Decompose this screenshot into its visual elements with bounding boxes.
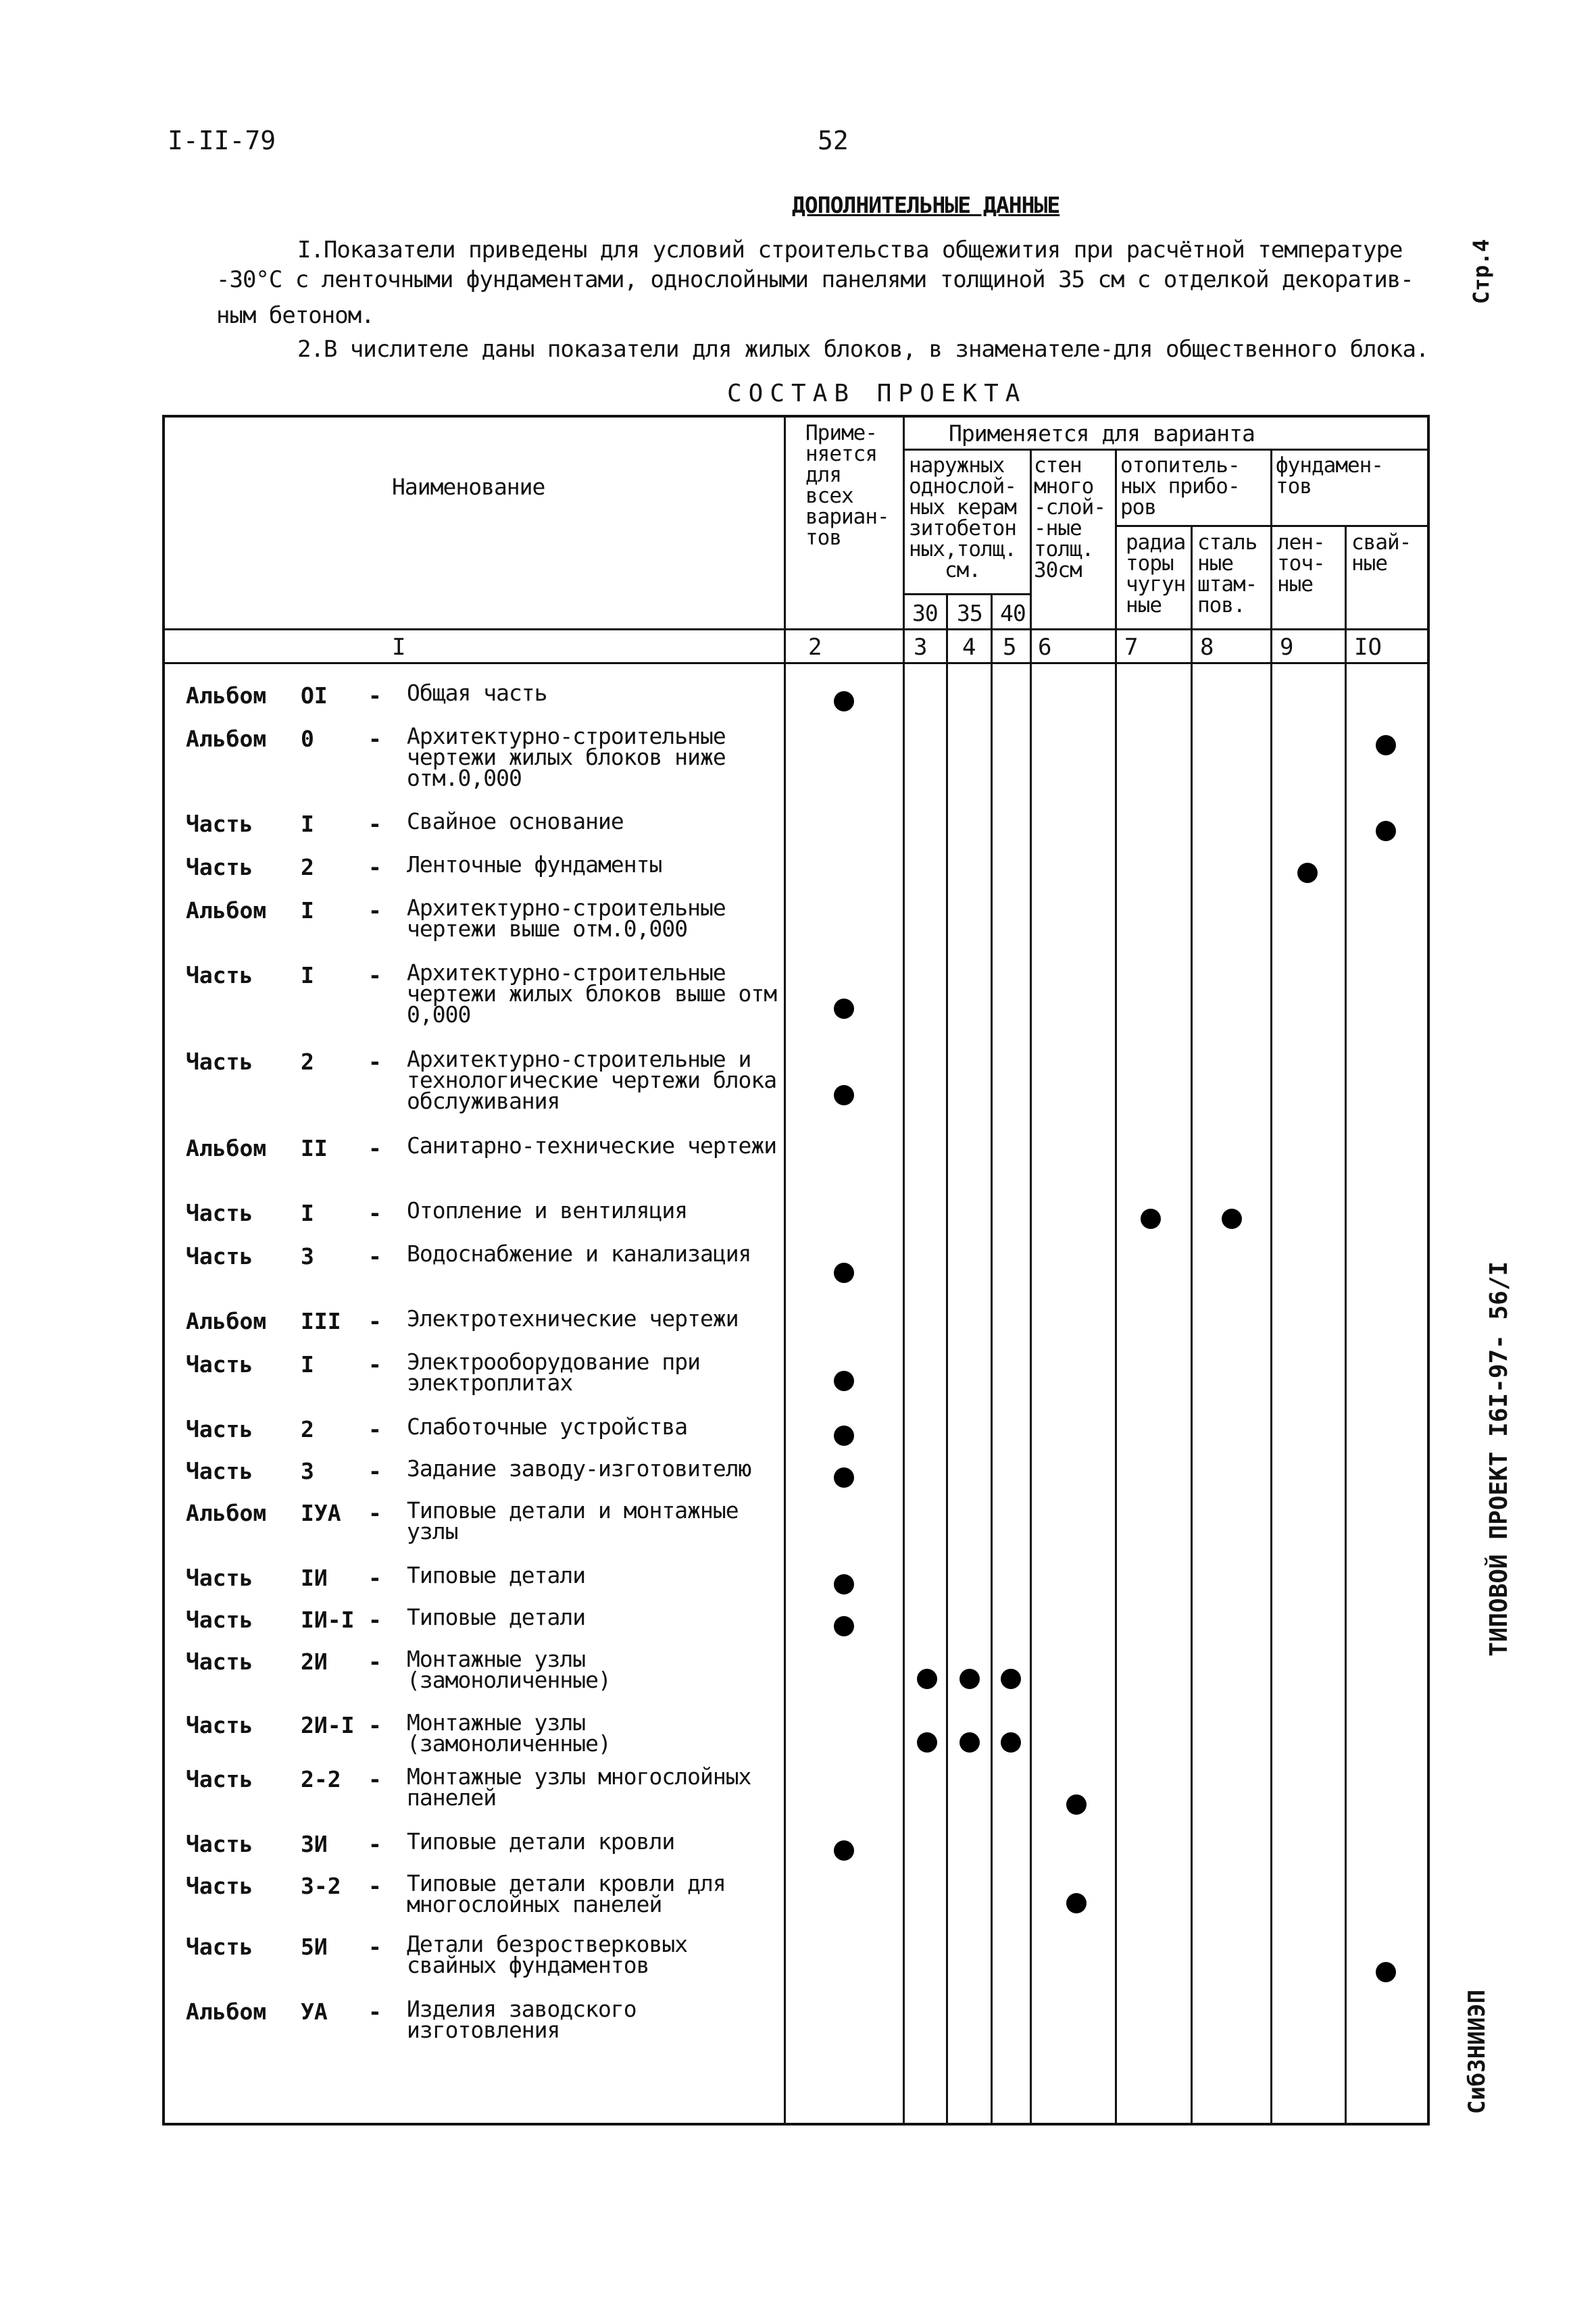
col-line-7 bbox=[1191, 525, 1193, 2124]
column-number: 4 bbox=[962, 634, 976, 661]
composition-title: СОСТАВ ПРОЕКТА bbox=[727, 380, 1027, 407]
row-name: Изделия заводского изготовления bbox=[407, 1996, 637, 2043]
row-dash: - bbox=[368, 1458, 382, 1484]
applicability-dot bbox=[1001, 1732, 1021, 1753]
header-rule-5 bbox=[162, 662, 1430, 664]
header-pile: свай- ные bbox=[1351, 530, 1412, 576]
row-kind: Альбом bbox=[186, 897, 267, 924]
row-code: 2И bbox=[301, 1649, 328, 1675]
row-name: Типовые детали кровли bbox=[407, 1828, 675, 1855]
row-code: 3И bbox=[301, 1831, 328, 1857]
header-foundations: фундамен- тов bbox=[1276, 453, 1383, 499]
row-code: 3-2 bbox=[301, 1873, 341, 1899]
table-row bbox=[0, 1132, 1596, 1161]
table-row bbox=[0, 1197, 1596, 1226]
row-name: Архитектурно-строительные чертежи жилых блоков ниже отм.0,000 bbox=[407, 723, 726, 791]
applicability-dot bbox=[834, 1426, 854, 1446]
row-code: 2 bbox=[301, 854, 314, 880]
row-kind: Часть bbox=[186, 1458, 253, 1484]
applicability-dot bbox=[834, 1467, 854, 1488]
section-heading: ДОПОЛНИТЕЛЬНЫЕ ДАННЫЕ bbox=[792, 192, 1060, 218]
header-heating: отопитель- ных прибо- ров bbox=[1120, 453, 1240, 520]
header-all-variants: Приме- няется для всех вариан- тов bbox=[805, 421, 889, 550]
column-number: I bbox=[392, 634, 406, 661]
applicability-dot bbox=[1001, 1669, 1021, 1689]
row-dash: - bbox=[368, 962, 382, 988]
applicability-dot bbox=[1066, 1893, 1087, 1913]
row-dash: - bbox=[368, 1243, 382, 1269]
row-code: УА bbox=[301, 1998, 328, 2025]
row-dash: - bbox=[368, 1998, 382, 2025]
row-name: Электротехнические чертежи bbox=[407, 1305, 739, 1332]
table-row bbox=[0, 1828, 1596, 1857]
row-name: Монтажные узлы (замоноличенные) bbox=[407, 1709, 611, 1757]
side-page-label: Стр.4 bbox=[1468, 238, 1494, 305]
column-number: 3 bbox=[914, 634, 928, 661]
col-line-2 bbox=[903, 415, 905, 2124]
row-code: 2 bbox=[301, 1416, 314, 1442]
row-name: Типовые детали и монтажные узлы bbox=[407, 1497, 739, 1544]
row-name: Ленточные фундаменты bbox=[407, 851, 662, 878]
row-name: Детали безростверковых свайных фундаментов bbox=[407, 1931, 688, 1978]
row-code: IУА bbox=[301, 1500, 341, 1526]
note-2: 2.В числителе даны показатели для жилых блоков, в знаменателе-для общественного блока. bbox=[297, 336, 1429, 363]
row-dash: - bbox=[368, 1934, 382, 1960]
row-code: 3 bbox=[301, 1243, 314, 1269]
table-row bbox=[0, 1455, 1596, 1484]
note-1-line-3: ным бетоном. bbox=[216, 302, 374, 329]
col-line-1 bbox=[784, 415, 786, 2124]
applicability-dot bbox=[1376, 1962, 1396, 1982]
table-row bbox=[0, 723, 1596, 791]
applicability-dot bbox=[917, 1669, 937, 1689]
table-border-top bbox=[162, 415, 1430, 418]
row-dash: - bbox=[368, 682, 382, 709]
applicability-dot bbox=[1376, 821, 1396, 841]
header-name: Наименование bbox=[392, 474, 545, 500]
row-kind: Часть bbox=[186, 1831, 253, 1857]
table-row bbox=[0, 895, 1596, 942]
column-number: 9 bbox=[1280, 634, 1294, 661]
row-dash: - bbox=[368, 1831, 382, 1857]
row-code: 5И bbox=[301, 1934, 328, 1960]
row-name: Архитектурно-строительные и технологические чертежи блока обслуживания bbox=[407, 1046, 777, 1114]
row-name: Монтажные узлы (замоноличенные) bbox=[407, 1646, 611, 1693]
row-name: Типовые детали bbox=[407, 1604, 586, 1630]
table-border-right bbox=[1427, 415, 1430, 2126]
row-code: II bbox=[301, 1135, 328, 1161]
row-code: 3 bbox=[301, 1458, 314, 1484]
column-number: IO bbox=[1354, 634, 1382, 661]
row-dash: - bbox=[368, 1873, 382, 1899]
header-strip: лен- точ- ные bbox=[1277, 530, 1325, 597]
row-kind: Часть bbox=[186, 1649, 253, 1675]
row-name: Санитарно-технические чертежи bbox=[407, 1132, 777, 1159]
row-dash: - bbox=[368, 1351, 382, 1378]
applicability-dot bbox=[1141, 1209, 1161, 1229]
column-number: 6 bbox=[1038, 634, 1052, 661]
header-walls-single: наружных однослой- ных керам зитобетон ных,толщ. см. bbox=[909, 453, 1016, 582]
row-kind: Часть bbox=[186, 1351, 253, 1378]
row-kind: Часть bbox=[186, 1712, 253, 1738]
row-dash: - bbox=[368, 1049, 382, 1075]
row-kind: Часть bbox=[186, 1416, 253, 1442]
row-kind: Часть bbox=[186, 1934, 253, 1960]
row-dash: - bbox=[368, 1135, 382, 1161]
row-name: Водоснабжение и канализация bbox=[407, 1240, 751, 1267]
side-organization-label: СибЗНИИЭП bbox=[1464, 1989, 1491, 2115]
col-line-9 bbox=[1345, 525, 1347, 2124]
row-code: IИ-I bbox=[301, 1607, 355, 1633]
applicability-dot bbox=[834, 1574, 854, 1594]
applicability-dot bbox=[1376, 735, 1396, 755]
table-row bbox=[0, 1497, 1596, 1544]
row-name: Отопление и вентиляция bbox=[407, 1197, 688, 1224]
table-row bbox=[0, 1349, 1596, 1396]
row-name: Слаботочные устройства bbox=[407, 1413, 688, 1440]
row-name: Задание заводу-изготовителю bbox=[407, 1455, 751, 1482]
applicability-dot bbox=[834, 1263, 854, 1283]
table-row bbox=[0, 1646, 1596, 1693]
row-name: Монтажные узлы многослойных панелей bbox=[407, 1763, 751, 1811]
row-kind: Часть bbox=[186, 1049, 253, 1075]
row-dash: - bbox=[368, 1649, 382, 1675]
col-line-4 bbox=[991, 593, 993, 2124]
row-name: Электрооборудование при электроплитах bbox=[407, 1349, 700, 1396]
row-code: 2 bbox=[301, 1049, 314, 1075]
row-dash: - bbox=[368, 1565, 382, 1591]
table-row bbox=[0, 1870, 1596, 1917]
row-dash: - bbox=[368, 1308, 382, 1334]
row-code: 2-2 bbox=[301, 1766, 341, 1792]
col-line-3 bbox=[946, 593, 948, 2124]
row-kind: Часть bbox=[186, 1565, 253, 1591]
applicability-dot bbox=[959, 1732, 980, 1753]
table-border-bottom bbox=[162, 2123, 1430, 2126]
row-code: I bbox=[301, 962, 314, 988]
row-name: Типовые детали bbox=[407, 1562, 586, 1588]
row-code: 2И-I bbox=[301, 1712, 355, 1738]
table-row bbox=[0, 1562, 1596, 1591]
row-name: Типовые детали кровли для многослойных панелей bbox=[407, 1870, 726, 1917]
row-kind: Альбом bbox=[186, 1500, 267, 1526]
table-row bbox=[0, 959, 1596, 1028]
header-variant-group: Применяется для варианта bbox=[949, 420, 1255, 447]
applicability-dot bbox=[1066, 1794, 1087, 1815]
header-rule-4 bbox=[162, 628, 1430, 630]
header-steel: сталь ные штам- пов. bbox=[1197, 530, 1257, 618]
row-kind: Альбом bbox=[186, 1998, 267, 2025]
applicability-dot bbox=[917, 1732, 937, 1753]
row-kind: Часть bbox=[186, 1873, 253, 1899]
table-row bbox=[0, 1413, 1596, 1442]
row-code: IИ bbox=[301, 1565, 328, 1591]
header-radiators: радиа торы чугун ные bbox=[1126, 530, 1186, 618]
row-name: Архитектурно-строительные чертежи выше отм.0,000 bbox=[407, 895, 726, 942]
table-border-left bbox=[162, 415, 165, 2126]
applicability-dot bbox=[1222, 1209, 1242, 1229]
applicability-dot bbox=[834, 1616, 854, 1636]
row-code: I bbox=[301, 811, 314, 837]
row-dash: - bbox=[368, 1607, 382, 1633]
table-row bbox=[0, 808, 1596, 837]
note-1-line-2: -30°С с ленточными фундаментами, однослойными панелями толщиной 35 см с отделкой декоратив- bbox=[216, 266, 1414, 293]
row-dash: - bbox=[368, 1766, 382, 1792]
row-code: III bbox=[301, 1308, 341, 1334]
row-dash: - bbox=[368, 726, 382, 752]
header-thickness-30: 30 bbox=[912, 600, 938, 626]
header-walls-multi: стен много -слой- -ные толщ. 30см bbox=[1034, 453, 1105, 582]
document-code: I-II-79 bbox=[168, 126, 276, 155]
row-kind: Альбом bbox=[186, 682, 267, 709]
row-dash: - bbox=[368, 811, 382, 837]
row-kind: Часть bbox=[186, 962, 253, 988]
header-rule-1 bbox=[903, 449, 1428, 451]
row-dash: - bbox=[368, 1416, 382, 1442]
row-kind: Часть bbox=[186, 854, 253, 880]
row-code: I bbox=[301, 1351, 314, 1378]
row-name: Свайное основание bbox=[407, 808, 624, 834]
row-kind: Альбом bbox=[186, 726, 267, 752]
applicability-dot bbox=[834, 1371, 854, 1391]
applicability-dot bbox=[959, 1669, 980, 1689]
page-number: 52 bbox=[818, 126, 849, 155]
row-dash: - bbox=[368, 854, 382, 880]
row-code: 0 bbox=[301, 726, 314, 752]
row-name: Архитектурно-строительные чертежи жилых блоков выше отм 0,000 bbox=[407, 959, 777, 1028]
row-kind: Часть bbox=[186, 1766, 253, 1792]
column-number: 8 bbox=[1200, 634, 1214, 661]
row-dash: - bbox=[368, 1712, 382, 1738]
row-dash: - bbox=[368, 1500, 382, 1526]
applicability-dot bbox=[834, 1085, 854, 1105]
note-1-line-1: I.Показатели приведены для условий строительства общежития при расчётной температуре bbox=[297, 236, 1403, 263]
row-dash: - bbox=[368, 897, 382, 924]
row-kind: Часть bbox=[186, 811, 253, 837]
table-row bbox=[0, 1240, 1596, 1269]
table-row bbox=[0, 1996, 1596, 2043]
header-thickness-35: 35 bbox=[957, 600, 982, 626]
side-project-label: ТИПОВОЙ ПРОЕКТ I6I-97- 56/I bbox=[1485, 1261, 1513, 1657]
table-row bbox=[0, 1305, 1596, 1334]
row-code: I bbox=[301, 897, 314, 924]
row-kind: Часть bbox=[186, 1200, 253, 1226]
row-kind: Часть bbox=[186, 1243, 253, 1269]
header-thickness-40: 40 bbox=[1000, 600, 1026, 626]
column-number: 2 bbox=[808, 634, 822, 661]
table-row bbox=[0, 1604, 1596, 1633]
table-row bbox=[0, 1046, 1596, 1114]
table-row bbox=[0, 1763, 1596, 1811]
row-kind: Часть bbox=[186, 1607, 253, 1633]
row-code: I bbox=[301, 1200, 314, 1226]
applicability-dot bbox=[834, 999, 854, 1019]
table-row bbox=[0, 851, 1596, 880]
applicability-dot bbox=[1297, 863, 1318, 883]
row-code: OI bbox=[301, 682, 328, 709]
table-row bbox=[0, 680, 1596, 709]
row-name: Общая часть bbox=[407, 680, 547, 706]
row-kind: Альбом bbox=[186, 1308, 267, 1334]
column-number: 7 bbox=[1124, 634, 1139, 661]
table-row bbox=[0, 1931, 1596, 1978]
header-rule-3 bbox=[903, 593, 1031, 595]
row-kind: Альбом bbox=[186, 1135, 267, 1161]
applicability-dot bbox=[834, 1840, 854, 1861]
table-row bbox=[0, 1709, 1596, 1757]
column-number: 5 bbox=[1003, 634, 1017, 661]
applicability-dot bbox=[834, 691, 854, 711]
row-dash: - bbox=[368, 1200, 382, 1226]
